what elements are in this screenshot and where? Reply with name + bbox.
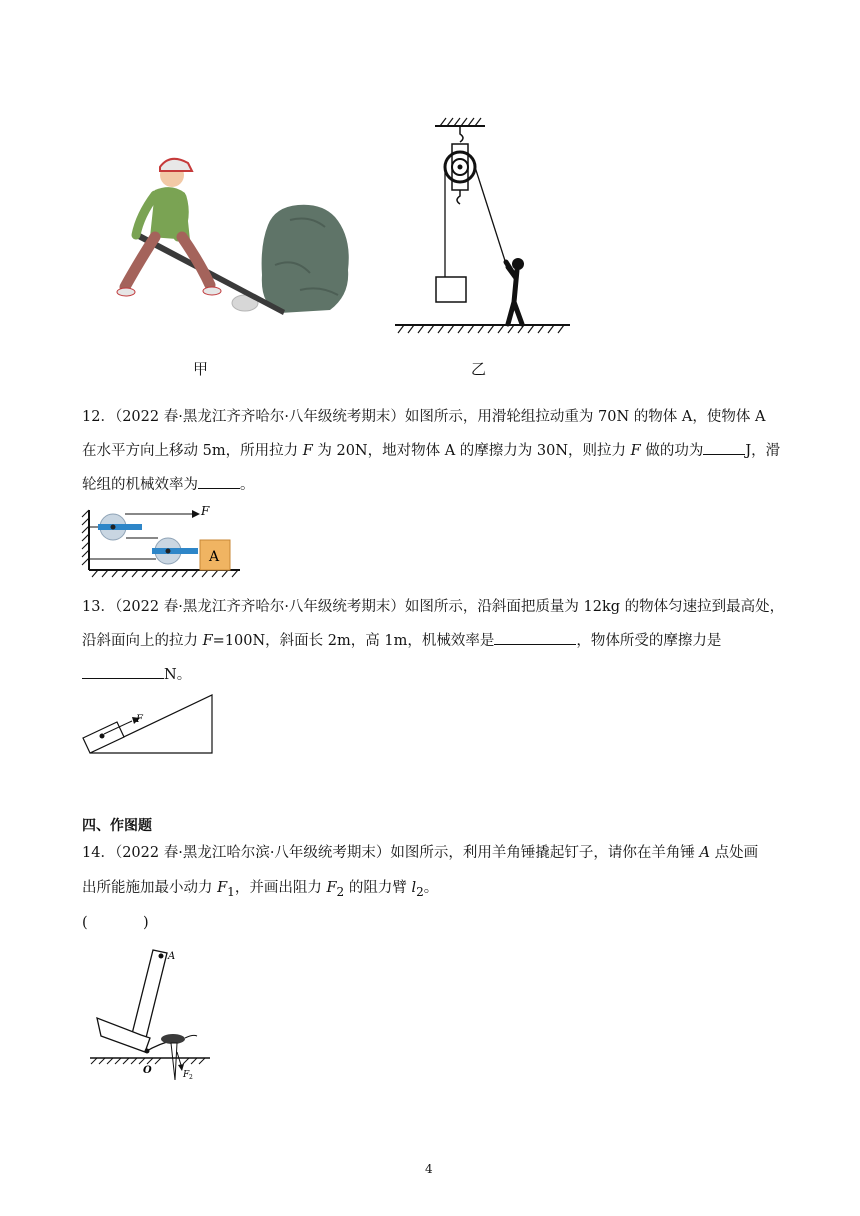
figure-yi-caption: 乙: [471, 360, 487, 378]
q12-work-blank[interactable]: [703, 438, 745, 455]
figure-q14-claw-hammer: [85, 940, 220, 1080]
figure-jia-lever: [100, 145, 360, 320]
q14-fig-o-label: O: [143, 1065, 152, 1076]
q14-line-1: 14．（2022 春·黑龙江哈尔滨·八年级统考期末）如图所示，利用羊角锤撬起钉子，请你在羊角锤 A 点处画: [82, 845, 759, 861]
q12-efficiency-blank[interactable]: [198, 472, 240, 489]
q14-line-2: 出所能施加最小动力 $F_1$，并画出阻力 $F_2$ 的阻力臂 $l_2$。: [82, 880, 439, 899]
q14-fig-f2-subscript: 2: [189, 1074, 193, 1080]
q14-fig-f2-label: F: [183, 1070, 190, 1080]
q13-line-3: N。: [82, 658, 191, 692]
q12-fig-a-label: A: [209, 549, 220, 565]
q12-line-3: 轮组的机械效率为 。: [82, 468, 255, 502]
page-number: 4: [425, 1162, 433, 1176]
figure-yi-pulley: [390, 112, 575, 340]
q14-fig-a-label: A: [168, 951, 176, 962]
figure-q12-pulley-block: [80, 505, 245, 580]
q13-friction-blank[interactable]: [82, 662, 164, 679]
section-4-heading: 四、作图题: [82, 818, 152, 834]
figure-q13-incline: [80, 690, 220, 758]
figure-jia-caption: 甲: [193, 360, 209, 378]
q12-fig-f-label: F: [201, 505, 210, 518]
q13-line-1: 13．（2022 春·黑龙江齐齐哈尔·八年级统考期末）如图所示，沿斜面把质量为 12kg 的物体匀速拉到最高处，: [82, 599, 785, 615]
q12-line-1: 12．（2022 春·黑龙江齐齐哈尔·八年级统考期末）如图所示，用滑轮组拉动重为 70N 的物体 A，使物体 A: [82, 409, 766, 425]
q13-fig-f-label: F: [136, 714, 143, 725]
q14-answer-paren[interactable]: ( ): [82, 915, 149, 931]
q13-efficiency-blank[interactable]: [494, 628, 576, 645]
q13-line-2: 沿斜面向上的拉力 F=100N，斜面长 2m，高 1m，机械效率是 ，物体所受的摩擦力是: [82, 624, 721, 658]
q12-line-2: 在水平方向上移动 5m，所用拉力 F 为 20N，地对物体 A 的摩擦力为 30N，则拉力 F 做的功为 J，滑: [82, 434, 780, 468]
